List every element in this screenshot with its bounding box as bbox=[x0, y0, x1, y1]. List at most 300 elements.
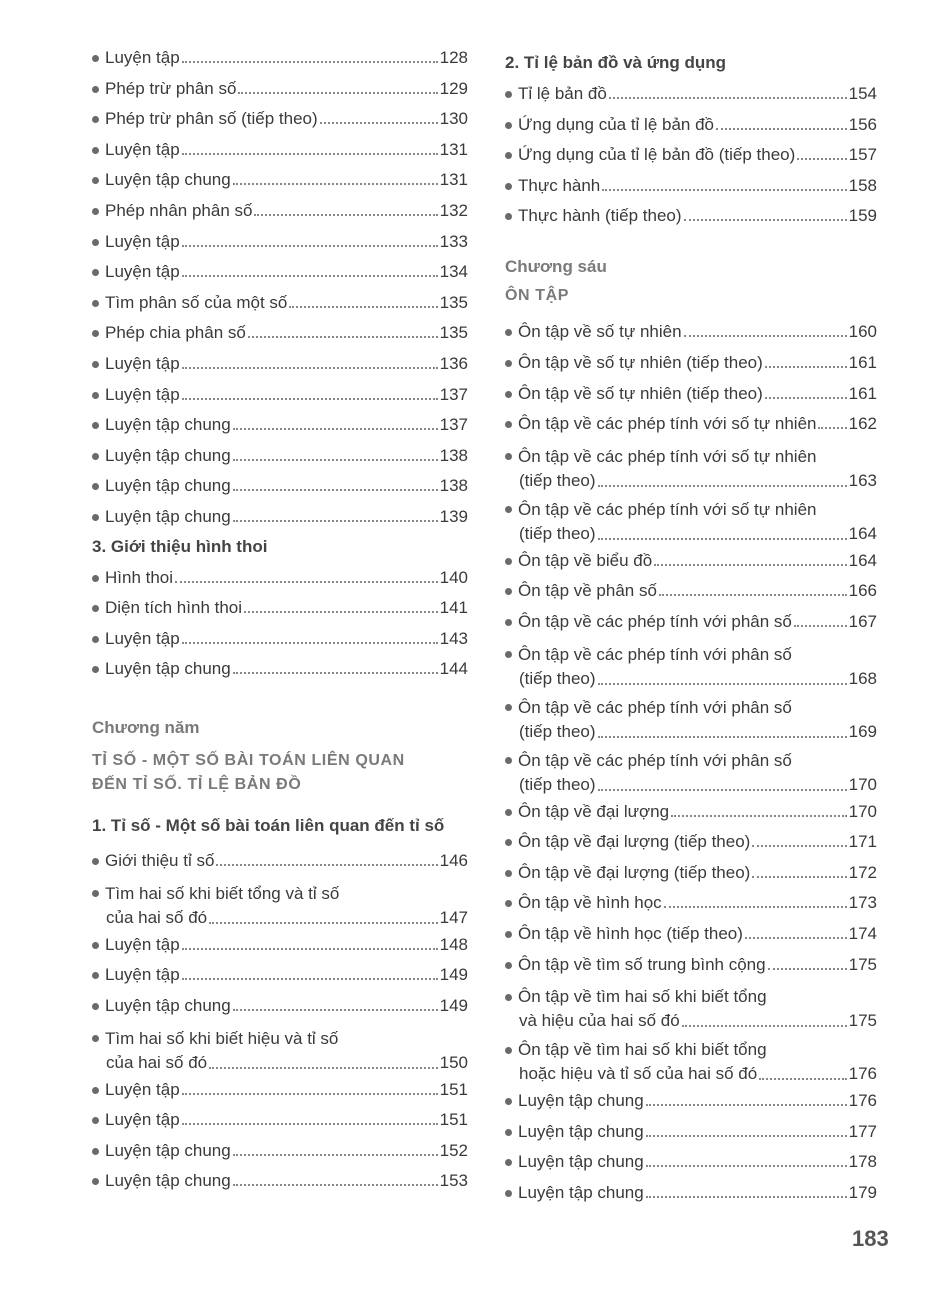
page-ref: 161 bbox=[848, 383, 877, 403]
page-ref: 162 bbox=[848, 414, 877, 434]
page-ref: 139 bbox=[439, 506, 468, 526]
page-ref: 147 bbox=[439, 907, 468, 927]
dot-leader bbox=[209, 922, 437, 924]
dot-leader bbox=[182, 978, 438, 980]
toc-entry bbox=[92, 629, 468, 649]
dot-leader bbox=[598, 485, 847, 487]
page-ref: 134 bbox=[439, 262, 468, 282]
dot-leader bbox=[671, 815, 847, 817]
page-ref: 132 bbox=[439, 200, 468, 220]
entry-title: Ôn tập về các phép tính với số tự nhiên bbox=[518, 446, 817, 466]
toc-group bbox=[92, 1027, 468, 1075]
toc-entry bbox=[92, 140, 468, 160]
toc-group bbox=[505, 802, 877, 975]
page-ref: 173 bbox=[848, 893, 877, 913]
bullet-icon bbox=[92, 86, 99, 93]
dot-leader bbox=[320, 122, 438, 124]
toc-entry bbox=[505, 581, 877, 601]
entry-title: Luyện tập bbox=[105, 1079, 180, 1099]
entry-title: Ôn tập về tìm hai số khi biết tổng bbox=[518, 987, 767, 1007]
toc-entry bbox=[505, 84, 877, 104]
page-ref: 158 bbox=[848, 175, 877, 195]
entry-title: Ôn tập về đại lượng bbox=[518, 801, 670, 821]
entry-line bbox=[505, 498, 877, 522]
page-ref: 131 bbox=[439, 170, 468, 190]
entry-title: Tìm hai số khi biết tổng và tỉ số bbox=[105, 883, 340, 903]
page-ref: 143 bbox=[439, 628, 468, 648]
toc-entry bbox=[92, 1171, 468, 1191]
toc-entry bbox=[92, 882, 468, 930]
chapter-title bbox=[92, 749, 468, 797]
dot-leader bbox=[182, 275, 438, 277]
bullet-icon bbox=[92, 942, 99, 949]
bullet-icon bbox=[92, 858, 99, 865]
page-ref: 135 bbox=[439, 292, 468, 312]
bullet-icon bbox=[92, 361, 99, 368]
dot-leader bbox=[716, 128, 847, 130]
dot-leader bbox=[768, 968, 847, 970]
toc-entry bbox=[92, 201, 468, 221]
toc-group bbox=[92, 935, 468, 1016]
toc-entry bbox=[505, 384, 877, 404]
dot-leader bbox=[684, 219, 847, 221]
dot-leader bbox=[238, 92, 437, 94]
entry-title: Ứng dụng của tỉ lệ bản đồ bbox=[518, 114, 714, 134]
dot-leader bbox=[182, 61, 438, 63]
page-ref: 172 bbox=[848, 862, 877, 882]
toc-entry bbox=[505, 1152, 877, 1172]
entry-title: Ôn tập về đại lượng (tiếp theo) bbox=[518, 832, 751, 852]
entry-line bbox=[505, 749, 877, 773]
toc-entry bbox=[92, 476, 468, 496]
entry-title: Luyện tập bbox=[105, 231, 180, 251]
dot-leader bbox=[182, 367, 438, 369]
toc-entry bbox=[92, 996, 468, 1016]
page-ref: 149 bbox=[439, 996, 468, 1016]
bullet-icon bbox=[92, 453, 99, 460]
entry-title: Luyện tập bbox=[105, 965, 180, 985]
entry-title: Luyện tập bbox=[105, 384, 180, 404]
entry-title: Ôn tập về tìm hai số khi biết tổng bbox=[518, 1040, 767, 1060]
toc-entry bbox=[92, 232, 468, 252]
bullet-icon bbox=[92, 1117, 99, 1124]
dot-leader bbox=[646, 1165, 847, 1167]
entry-title: Luyện tập chung bbox=[105, 506, 231, 526]
bullet-icon bbox=[92, 55, 99, 62]
entry-title: Phép nhân phân số bbox=[105, 200, 253, 220]
bullet-icon bbox=[505, 391, 512, 398]
entry-title-continued: (tiếp theo) bbox=[519, 470, 596, 490]
entry-title: Thực hành (tiếp theo) bbox=[518, 206, 682, 226]
bullet-icon bbox=[92, 972, 99, 979]
toc-group bbox=[505, 551, 877, 632]
dot-leader bbox=[659, 594, 847, 596]
page-ref: 130 bbox=[439, 109, 468, 129]
bullet-icon bbox=[92, 605, 99, 612]
toc-group bbox=[92, 882, 468, 930]
dot-leader bbox=[797, 158, 846, 160]
dot-leader bbox=[233, 672, 438, 674]
page-ref: 151 bbox=[439, 1079, 468, 1099]
toc-entry bbox=[505, 924, 877, 944]
page-ref: 163 bbox=[848, 470, 877, 490]
bullet-icon bbox=[92, 269, 99, 276]
bullet-icon bbox=[505, 1098, 512, 1105]
entry-title: Luyện tập chung bbox=[105, 1140, 231, 1160]
dot-leader bbox=[752, 845, 846, 847]
page-ref: 170 bbox=[848, 801, 877, 821]
entry-title-continued: (tiếp theo) bbox=[519, 721, 596, 741]
page-ref: 146 bbox=[439, 851, 468, 871]
bullet-icon bbox=[92, 147, 99, 154]
bullet-icon bbox=[92, 300, 99, 307]
toc-entry bbox=[92, 48, 468, 68]
dot-leader bbox=[182, 948, 438, 950]
dot-leader bbox=[598, 736, 847, 738]
page-ref: 176 bbox=[848, 1064, 877, 1084]
entry-line bbox=[505, 1038, 877, 1062]
bullet-icon bbox=[92, 1035, 99, 1042]
toc-entry bbox=[92, 1027, 468, 1075]
entry-title: Luyện tập chung bbox=[518, 1121, 644, 1141]
bullet-icon bbox=[505, 122, 512, 129]
page-ref: 141 bbox=[439, 598, 468, 618]
dot-leader bbox=[682, 1025, 847, 1027]
entry-title: Ôn tập về các phép tính với số tự nhiên bbox=[518, 499, 817, 519]
page-ref: 164 bbox=[848, 523, 877, 543]
bullet-icon bbox=[505, 360, 512, 367]
dot-leader bbox=[216, 864, 437, 866]
dot-leader bbox=[646, 1104, 847, 1106]
dot-leader bbox=[818, 427, 846, 429]
toc-entry bbox=[92, 262, 468, 282]
dot-leader bbox=[233, 489, 438, 491]
bullet-icon bbox=[505, 619, 512, 626]
toc-entry bbox=[505, 643, 877, 691]
toc-entry bbox=[505, 749, 877, 797]
bullet-icon bbox=[92, 636, 99, 643]
bullet-icon bbox=[505, 1047, 512, 1054]
dot-leader bbox=[182, 153, 438, 155]
entry-title: Ôn tập về các phép tính với phân số bbox=[518, 750, 792, 770]
page-ref: 166 bbox=[848, 581, 877, 601]
page-ref: 138 bbox=[439, 445, 468, 465]
bullet-icon bbox=[92, 483, 99, 490]
toc-entry bbox=[505, 206, 877, 226]
toc-entry bbox=[92, 965, 468, 985]
page-ref: 148 bbox=[439, 934, 468, 954]
bullet-icon bbox=[92, 116, 99, 123]
toc-entry bbox=[505, 115, 877, 135]
entry-line bbox=[505, 985, 877, 1009]
section-heading: 2. Tỉ lệ bản đồ và ứng dụng bbox=[505, 53, 727, 72]
entry-title-continued: của hai số đó bbox=[106, 1052, 208, 1072]
entry-line bbox=[92, 1051, 468, 1075]
bullet-icon bbox=[92, 392, 99, 399]
entry-line bbox=[505, 1009, 877, 1033]
dot-leader bbox=[182, 245, 438, 247]
entry-line bbox=[505, 696, 877, 720]
dot-leader bbox=[745, 937, 847, 939]
toc-entry bbox=[92, 507, 468, 527]
page-ref: 159 bbox=[848, 206, 877, 226]
page-ref: 149 bbox=[439, 965, 468, 985]
page-ref: 176 bbox=[848, 1091, 877, 1111]
chapter-label: Chương năm bbox=[92, 718, 200, 738]
toc-entry bbox=[505, 353, 877, 373]
entry-line bbox=[505, 773, 877, 797]
page-ref: 133 bbox=[439, 231, 468, 251]
entry-title: Ôn tập về số tự nhiên (tiếp theo) bbox=[518, 352, 763, 372]
entry-title: Ôn tập về các phép tính với số tự nhiên bbox=[518, 414, 817, 434]
dot-leader bbox=[233, 459, 438, 461]
page-ref: 140 bbox=[439, 567, 468, 587]
dot-leader bbox=[182, 1123, 438, 1125]
entry-line bbox=[505, 522, 877, 546]
dot-leader bbox=[209, 1067, 437, 1069]
bullet-icon bbox=[505, 994, 512, 1001]
toc-entry bbox=[505, 832, 877, 852]
toc-group bbox=[92, 568, 468, 680]
dot-leader bbox=[182, 398, 438, 400]
entry-title: Luyện tập bbox=[105, 48, 180, 67]
dot-leader bbox=[598, 538, 847, 540]
page-ref: 171 bbox=[848, 832, 877, 852]
page-ref: 154 bbox=[848, 84, 877, 103]
page-ref: 174 bbox=[848, 923, 877, 943]
page-ref: 135 bbox=[439, 323, 468, 343]
entry-title: Luyện tập bbox=[105, 1110, 180, 1130]
page-ref: 175 bbox=[848, 954, 877, 974]
entry-title: Luyện tập bbox=[105, 934, 180, 954]
toc-entry bbox=[505, 1038, 877, 1086]
chapter-title-line: ĐẾN TỈ SỐ. TỈ LỆ BẢN ĐỒ bbox=[92, 776, 302, 794]
entry-title: Hình thoi bbox=[105, 567, 174, 587]
toc-left-column bbox=[92, 48, 468, 1202]
page-ref: 164 bbox=[848, 550, 877, 570]
bullet-icon bbox=[505, 558, 512, 565]
entry-title: Ôn tập về hình học bbox=[518, 893, 662, 913]
section-heading: 1. Tỉ số - Một số bài toán liên quan đến tỉ số bbox=[92, 816, 445, 836]
bullet-icon bbox=[92, 1003, 99, 1010]
toc-entry bbox=[92, 323, 468, 343]
chapter-title-line: TỈ SỐ - MỘT SỐ BÀI TOÁN LIÊN QUAN bbox=[92, 752, 405, 770]
entry-title: Ôn tập về biểu đồ bbox=[518, 550, 653, 570]
entry-title: Luyện tập chung bbox=[105, 476, 231, 496]
entry-title: Ôn tập về đại lượng (tiếp theo) bbox=[518, 862, 751, 882]
dot-leader bbox=[598, 683, 847, 685]
entry-title: Luyện tập chung bbox=[518, 1152, 644, 1172]
toc-group bbox=[505, 985, 877, 1086]
entry-title: Luyện tập chung bbox=[105, 996, 231, 1016]
entry-line bbox=[505, 720, 877, 744]
toc-entry bbox=[505, 551, 877, 571]
page-ref: 161 bbox=[848, 352, 877, 372]
entry-title: Ôn tập về tìm số trung bình cộng bbox=[518, 954, 766, 974]
toc-group bbox=[505, 84, 877, 226]
entry-line bbox=[505, 667, 877, 691]
bullet-icon bbox=[505, 152, 512, 159]
dot-leader bbox=[254, 214, 437, 216]
chapter-label: Chương sáu bbox=[505, 257, 607, 277]
entry-title: Luyện tập chung bbox=[105, 415, 231, 435]
bullet-icon bbox=[92, 1148, 99, 1155]
dot-leader bbox=[759, 1078, 846, 1080]
toc-entry bbox=[505, 1122, 877, 1142]
toc-entry bbox=[92, 1141, 468, 1161]
entry-title: Luyện tập chung bbox=[105, 1171, 231, 1191]
section-heading: 3. Giới thiệu hình thoi bbox=[92, 536, 268, 556]
entry-title: Giới thiệu tỉ số bbox=[105, 851, 215, 871]
bullet-icon bbox=[92, 514, 99, 521]
bullet-icon bbox=[505, 1159, 512, 1166]
entry-title-continued: (tiếp theo) bbox=[519, 774, 596, 794]
entry-title: Diện tích hình thoi bbox=[105, 598, 243, 618]
entry-title-continued: (tiếp theo) bbox=[519, 523, 596, 543]
bullet-icon bbox=[505, 506, 512, 513]
entry-title-continued: của hai số đó bbox=[106, 907, 208, 927]
toc-entry bbox=[92, 1110, 468, 1130]
page-ref: 178 bbox=[848, 1152, 877, 1172]
bullet-icon bbox=[505, 213, 512, 220]
toc-entry bbox=[505, 322, 877, 342]
dot-leader bbox=[794, 625, 847, 627]
toc-entry bbox=[505, 1183, 877, 1203]
bullet-icon bbox=[505, 329, 512, 336]
entry-title-continued: (tiếp theo) bbox=[519, 668, 596, 688]
page-ref: 144 bbox=[439, 659, 468, 679]
toc-group bbox=[505, 445, 877, 546]
page-ref: 137 bbox=[439, 415, 468, 435]
bullet-icon bbox=[92, 1178, 99, 1185]
entry-title: Luyện tập chung bbox=[518, 1091, 644, 1111]
dot-leader bbox=[654, 564, 846, 566]
page-ref: 150 bbox=[439, 1052, 468, 1072]
toc-group bbox=[505, 1091, 877, 1203]
entry-title: Ôn tập về các phép tính với phân số bbox=[518, 611, 792, 631]
toc-entry bbox=[92, 1080, 468, 1100]
entry-title: Luyện tập chung bbox=[105, 445, 231, 465]
entry-title: Ôn tập về các phép tính với phân số bbox=[518, 644, 792, 664]
toc-entry bbox=[92, 659, 468, 679]
page-ref: 160 bbox=[848, 322, 877, 342]
entry-title: Tỉ lệ bản đồ bbox=[518, 84, 607, 103]
page-ref: 177 bbox=[848, 1121, 877, 1141]
bullet-icon bbox=[505, 900, 512, 907]
entry-title: Ôn tập về các phép tính với phân số bbox=[518, 697, 792, 717]
bullet-icon bbox=[505, 757, 512, 764]
dot-leader bbox=[765, 366, 847, 368]
toc-entry bbox=[92, 935, 468, 955]
dot-leader bbox=[609, 97, 847, 99]
bullet-icon bbox=[92, 890, 99, 897]
entry-title: Luyện tập bbox=[105, 628, 180, 648]
entry-title: Luyện tập chung bbox=[518, 1182, 644, 1202]
bullet-icon bbox=[505, 870, 512, 877]
dot-leader bbox=[602, 189, 846, 191]
toc-entry bbox=[505, 696, 877, 744]
dot-leader bbox=[646, 1196, 847, 1198]
toc-entry bbox=[92, 446, 468, 466]
entry-title: Tìm phân số của một số bbox=[105, 292, 288, 312]
page-ref: 170 bbox=[848, 774, 877, 794]
bullet-icon bbox=[505, 183, 512, 190]
entry-title: Phép chia phân số bbox=[105, 323, 246, 343]
toc-entry bbox=[92, 79, 468, 99]
bullet-icon bbox=[92, 422, 99, 429]
entry-title: Luyện tập bbox=[105, 139, 180, 159]
dot-leader bbox=[289, 306, 437, 308]
entry-line bbox=[505, 643, 877, 667]
entry-title: Ôn tập về số tự nhiên (tiếp theo) bbox=[518, 383, 763, 403]
toc-group bbox=[505, 643, 877, 797]
bullet-icon bbox=[92, 575, 99, 582]
toc-entry bbox=[505, 145, 877, 165]
entry-line bbox=[505, 1062, 877, 1086]
dot-leader bbox=[752, 876, 846, 878]
page-ref: 128 bbox=[439, 48, 468, 67]
entry-line bbox=[505, 469, 877, 493]
bullet-icon bbox=[505, 931, 512, 938]
toc-entry bbox=[92, 293, 468, 313]
dot-leader bbox=[233, 1009, 438, 1011]
toc-group bbox=[505, 322, 877, 434]
entry-title: Tìm hai số khi biết hiệu và tỉ số bbox=[105, 1028, 339, 1048]
toc-group bbox=[92, 851, 468, 871]
toc-entry bbox=[505, 863, 877, 883]
toc-right-column bbox=[505, 48, 877, 1213]
page-ref: 138 bbox=[439, 476, 468, 496]
bullet-icon bbox=[505, 704, 512, 711]
page-ref: 175 bbox=[848, 1011, 877, 1031]
toc-entry bbox=[505, 498, 877, 546]
page-ref: 153 bbox=[439, 1171, 468, 1191]
dot-leader bbox=[664, 906, 847, 908]
toc-entry bbox=[92, 385, 468, 405]
entry-title: Ứng dụng của tỉ lệ bản đồ (tiếp theo) bbox=[518, 145, 796, 165]
bullet-icon bbox=[505, 651, 512, 658]
dot-leader bbox=[233, 428, 438, 430]
bullet-icon bbox=[505, 1190, 512, 1197]
dot-leader bbox=[233, 183, 438, 185]
bullet-icon bbox=[92, 1087, 99, 1094]
toc-entry bbox=[92, 598, 468, 618]
dot-leader bbox=[233, 1154, 438, 1156]
dot-leader bbox=[175, 581, 438, 583]
toc-entry bbox=[92, 109, 468, 129]
dot-leader bbox=[646, 1135, 847, 1137]
bullet-icon bbox=[92, 666, 99, 673]
toc-group bbox=[92, 48, 468, 527]
bullet-icon bbox=[505, 588, 512, 595]
page-ref: 169 bbox=[848, 721, 877, 741]
entry-title-continued: hoặc hiệu và tỉ số của hai số đó bbox=[519, 1064, 758, 1084]
toc-entry bbox=[505, 414, 877, 434]
entry-title: Luyện tập chung bbox=[105, 170, 231, 190]
bullet-icon bbox=[505, 1129, 512, 1136]
entry-line bbox=[92, 1027, 468, 1051]
bullet-icon bbox=[505, 91, 512, 98]
page-ref: 156 bbox=[848, 114, 877, 134]
dot-leader bbox=[233, 1184, 438, 1186]
page-ref: 136 bbox=[439, 353, 468, 373]
entry-title: Luyện tập bbox=[105, 262, 180, 282]
toc-entry bbox=[505, 985, 877, 1033]
dot-leader bbox=[248, 336, 438, 338]
toc-entry bbox=[505, 955, 877, 975]
bullet-icon bbox=[505, 839, 512, 846]
entry-title: Ôn tập về số tự nhiên bbox=[518, 322, 682, 342]
